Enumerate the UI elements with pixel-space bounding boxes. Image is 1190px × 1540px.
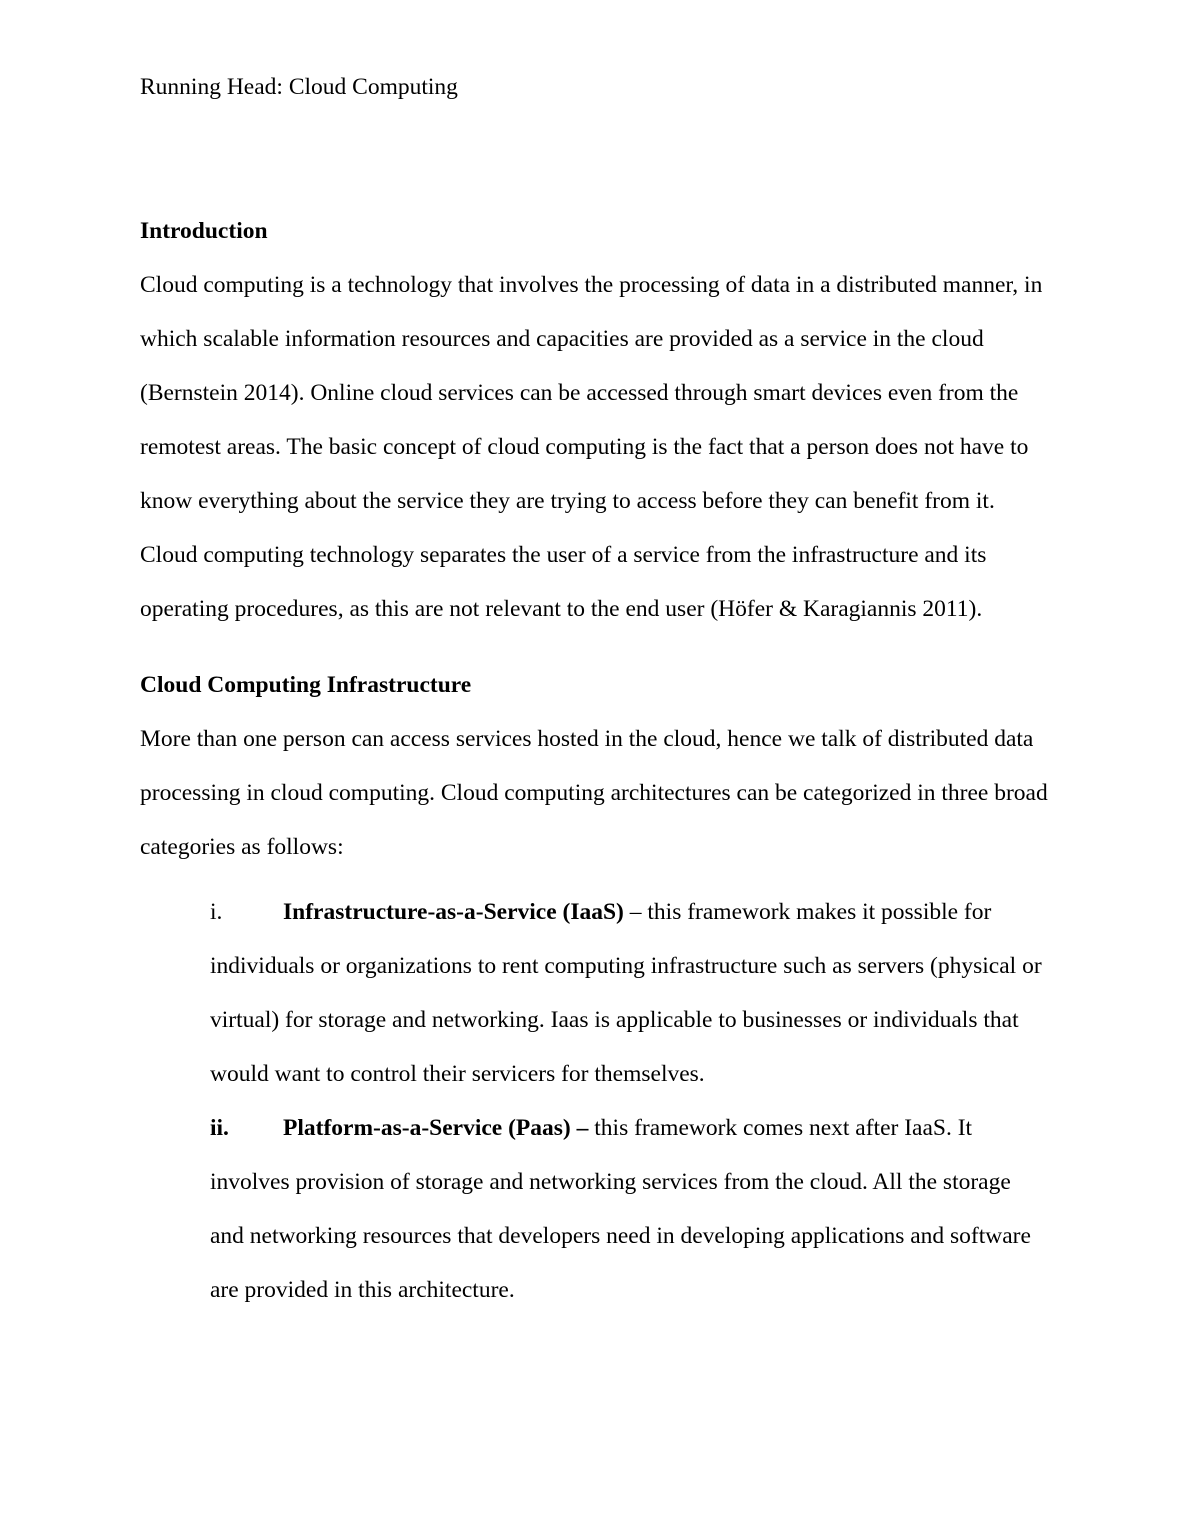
section-heading-introduction: Introduction: [140, 218, 268, 244]
section-heading-cloud-computing-infrastructure: Cloud Computing Infrastructure: [140, 672, 472, 698]
list-item-paas: [140, 1101, 1050, 1317]
running-head: Running Head: Cloud Computing: [140, 74, 458, 100]
introduction-paragraph: Cloud computing is a technology that involves the processing of data in a distributed manner, in which scalable information resources and capacities are provided as a service in the cloud (Bernstein 2014). Online cloud services can be accessed through smart devices even from the remotest areas. The basic concept of cloud computing is the fact that a person does not have to know everything about the service they are trying to access before they can benefit from it. Cloud computing technology separates the user of a service from the infrastructure and its operating procedures, as this are not relevant to the end user (Höfer & Karagiannis 2011).: [140, 272, 1043, 622]
list-marker-i: i.: [210, 899, 223, 925]
list-marker-ii: ii.: [210, 1115, 229, 1141]
list-item-iaas-term: Infrastructure-as-a-Service (IaaS): [283, 899, 624, 925]
list-item-iaas: [140, 885, 1050, 1101]
service-models-list: [140, 885, 1050, 1317]
list-item-iaas-description: – this framework makes it possible for individuals or organizations to rent computing infrastructure such as servers (physical or virtual) for storage and networking. Iaas is applicable to businesses or individuals that would want to control their servicers for themselves.: [210, 899, 1042, 1087]
infrastructure-paragraph: More than one person can access services hosted in the cloud, hence we talk of distributed data processing in cloud computing. Cloud computing architectures can be categorized in three broad categories as follows:: [140, 726, 1048, 860]
list-item-paas-description: this framework comes next after IaaS. It involves provision of storage and networking services from the cloud. All the storage and networking resources that developers need in developing applications and software are provided in this architecture.: [210, 1115, 1031, 1303]
list-item-paas-term: Platform-as-a-Service (Paas) –: [283, 1115, 589, 1141]
